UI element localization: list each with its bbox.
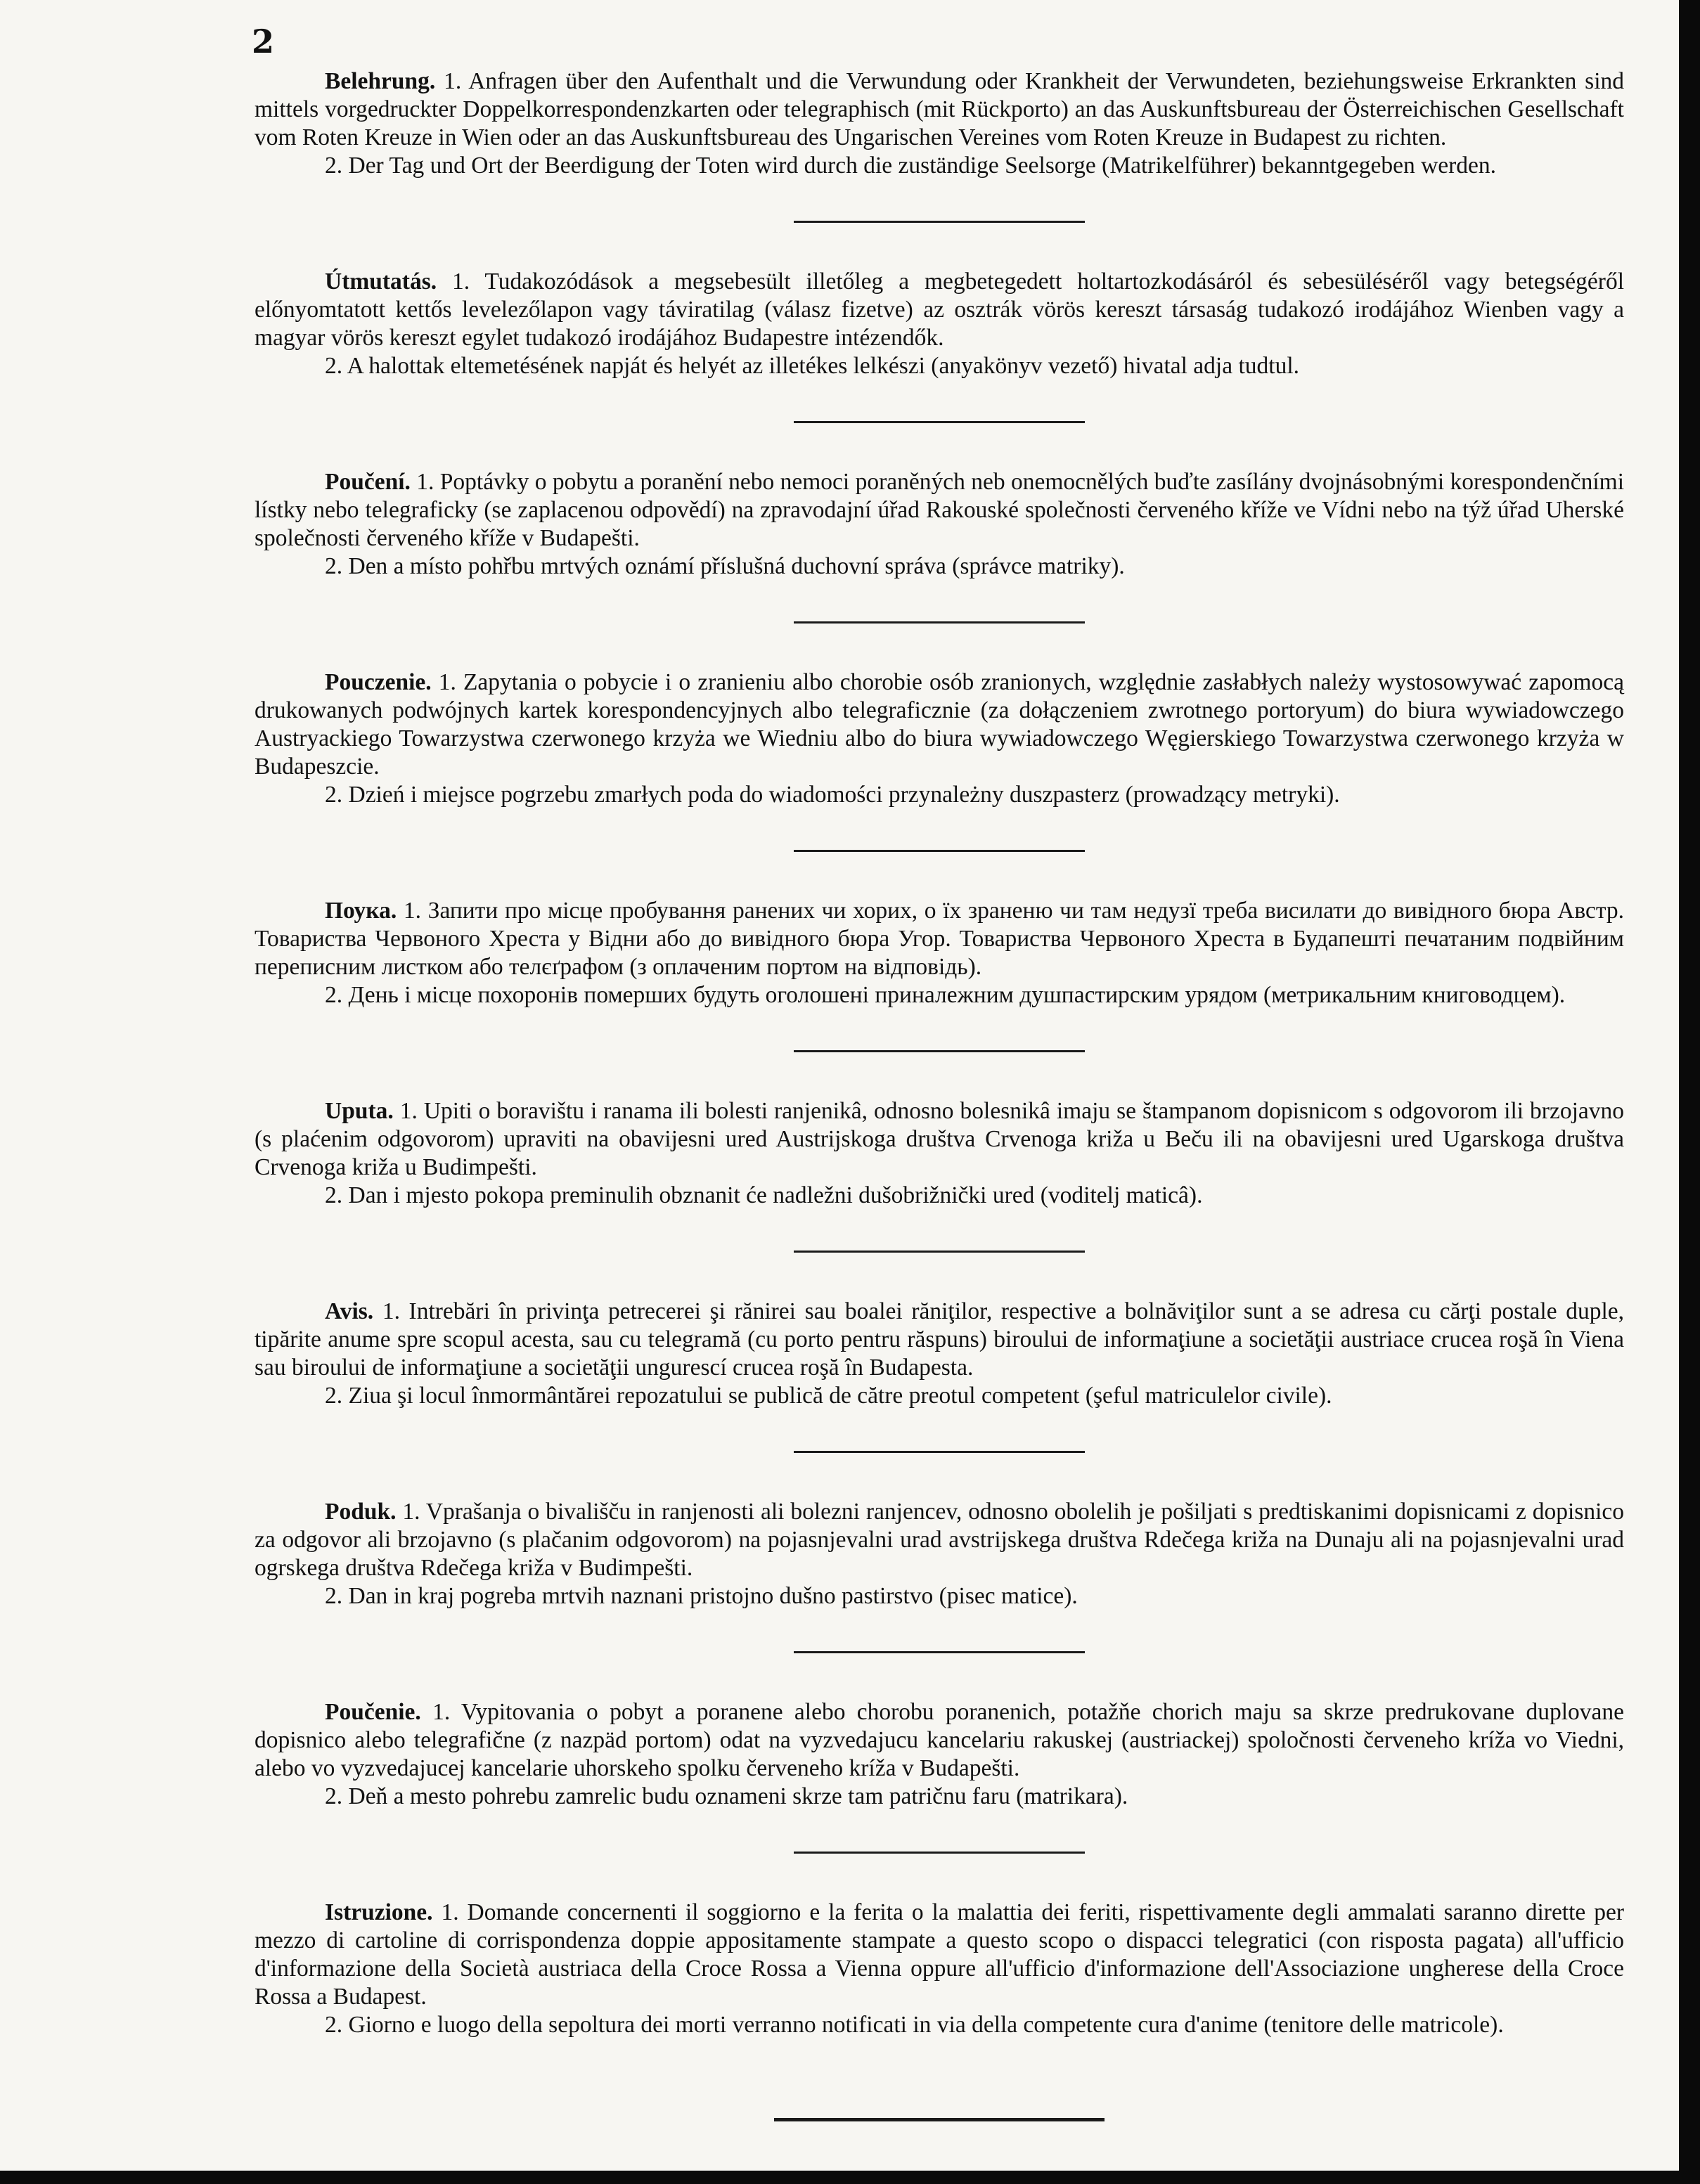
section-heading: Poučenie. [325,1699,421,1725]
section-heading: Poduk. [325,1499,397,1525]
scan-border-right [1679,0,1700,2184]
section-divider [794,850,1085,852]
section-italian [255,1899,1624,2039]
paragraph-text: 1. Tudakozódások a megsebesült illetőleg a megbetegedett holtartozkodásáról és sebesüléséről vagy betegségéről előnyomtatott kettős levelezőlapon vagy táviratilag (válasz fizetve) az osztrák vörös kereszt társaság tudakozó irodájához Wienben vagy a magyar vörös kereszt egylet tudakozó irodájához Budapestre intézendők. [255,269,1625,351]
instructions-body [255,67,1624,2166]
section-heading: Poučení. [325,469,411,495]
section-divider [794,621,1085,623]
section-heading: Поука. [325,898,397,924]
paragraph-text: 2. Der Tag und Ort der Beerdigung der Toten wird durch die zuständige Seelsorge (Matrikelführer) bekanntgegeben werden. [325,153,1497,179]
section-heading: Útmutatás. [325,269,437,295]
paragraph-text: 2. Den a místo pohřbu mrtvých oznámí příslušná duchovní správa (správce matriky). [325,553,1125,579]
page-number: 2 [252,22,275,60]
section-paragraph-2 [255,1382,1624,1410]
section-paragraph-2 [255,1182,1624,1210]
section-paragraph-1 [255,668,1624,781]
paragraph-text: 2. Dan i mjesto pokopa preminulih obznanit će nadležni dušobrižnički ured (voditelj maticâ). [325,1182,1203,1208]
paragraph-text: 1. Запити про місце пробування ранених чи хорих, о їх зраненю чи там недузї треба висилати до вивідного бюра Австр. Товариства Червоного Хреста у Відни або до вивідного бюра Угор. Товариства Червоного Хреста в Будапешті печатаним подвійним переписним листком або телєґрафом (з оплаченим портом на відповідь). [255,898,1625,980]
section-german [255,67,1624,180]
paragraph-text: 2. A halottak eltemetésének napját és helyét az illetékes lelkészi (anyakönyv vezető) hivatal adja tudtul. [325,353,1300,379]
paragraph-text: 2. Dzień i miejsce pogrzebu zmarłych poda do wiadomości przynależny duszpasterz (prowadzący metryki). [325,782,1340,808]
section-czech [255,468,1624,581]
section-polish [255,668,1624,809]
paragraph-text: 2. Ziua şi locul înmormântărei repozatului se publică de către preotul competent (şeful matriculelor civile). [325,1383,1332,1409]
section-paragraph-1 [255,1498,1624,1582]
section-paragraph-1 [255,1097,1624,1182]
section-paragraph-2 [255,1582,1624,1610]
section-paragraph-1 [255,67,1624,152]
section-hungarian [255,268,1624,380]
section-paragraph-2 [255,352,1624,380]
paragraph-text: 1. Zapytania o pobycie i o zranieniu albo chorobie osób zranionych, względnie zasłabłych należy wystosowywać zapomocą drukowanych podwójnych kartek korespondencyjnych albo telegraficznie (za dołączeniem zwrotnego portoryum) do biura wywiadowczego Austryackiego Towarzystwa czerwonego krzyża we Wiedniu albo do biura wywiadowczego Węgierskiego Towarzystwa czerwonego krzyża w Budapeszcie. [255,669,1625,780]
section-paragraph-2 [255,553,1624,581]
section-paragraph-1 [255,468,1624,553]
section-divider [794,1251,1085,1253]
section-paragraph-1 [255,1298,1624,1382]
section-slovak [255,1698,1624,1811]
section-romanian [255,1298,1624,1410]
paragraph-text: 2. Dan in kraj pogreba mrtvih naznani pristojno dušno pastirstvo (pisec matice). [325,1583,1078,1609]
section-paragraph-2 [255,2011,1624,2039]
paragraph-text: 1. Upiti o boravištu i ranama ili bolesti ranjenikâ, odnosno bolesnikâ imaju se štampanom dopisnicom s odgovorom ili brzojavno (s plaćenim odgovorom) upraviti na obavijesni ured Austrijskoga društva Crvenoga križa u Beču ili na obavijesni ured Ugarskoga društva Crvenoga križa u Budimpešti. [255,1098,1625,1180]
section-heading: Pouczenie. [325,669,432,695]
section-ukrainian [255,897,1624,1009]
scan-border-bottom [0,2171,1700,2184]
section-heading: Avis. [325,1298,374,1324]
section-divider [794,1651,1085,1653]
paragraph-text: 1. Vypitovania o pobyt a poranene alebo chorobu poranenich, potažňe chorich maju sa skrze predrukovane duplovane dopisnico alebo telegrafične (z nazpäd portom) odat na vyzvedajucu kancelariu rakuskej (austriackej) spoločnosti červeneho kríža vo Viedni, alebo vo vyzvedajucej kancelarie uhorskeho spolku červeneho kríža v Budapešti. [255,1699,1624,1781]
paragraph-text: 2. День і місце похоронів померших будуть оголошені приналежним душпастирским урядом (метрикальним книговодцем). [325,982,1566,1008]
section-divider [794,221,1085,223]
section-paragraph-2 [255,981,1624,1009]
section-heading: Belehrung. [325,68,436,94]
section-paragraph-2 [255,1783,1624,1811]
paragraph-text: 2. Deň a mesto pohrebu zamrelic budu oznameni skrze tam patričnu faru (matrikara). [325,1783,1128,1809]
paragraph-text: 1. Intrebări în privinţa petrecerei şi rănirei sau boalei răniţilor, respective a bolnăviţilor sunt a se adresa cu cărţi postale duple, tipărite anume spre scopul acesta, sau cu telegramă (cu porto pentru răspuns) biroului de informaţiune a societăţii austriace crucea roşă în Viena sau biroului de informaţiune a societăţii ungurescí crucea roşă în Budapesta. [255,1298,1624,1381]
section-divider [794,421,1085,423]
section-heading: Istruzione. [325,1899,433,1925]
paragraph-text: 1. Poptávky o pobytu a poranění nebo nemoci poraněných neb onemocnělých buďte zasílány dvojnásobnými korespondenčními lístky nebo telegraficky (se zaplacenou odpovědí) na zpravodajní úřad Rakouské společnosti červeného kříže ve Vídni nebo na týž úřad Uherské společnosti červeného kříže v Budapešti. [255,469,1624,551]
section-paragraph-1 [255,897,1624,981]
section-paragraph-1 [255,1698,1624,1783]
section-slovenian [255,1498,1624,1610]
paragraph-text: 1. Vprašanja o bivališču in ranjenosti ali bolezni ranjencev, odnosno obolelih je pošiljati s predtiskanimi dopisnicami z dopisnico za odgovor ali brzojavno (s plačanim odgovorom) na pojasnjevalni urad avstrijskega društva Rdečega križa na Dunaju ali na pojasnjevalni urad ogrskega društva Rdečega križa v Budimpešti. [255,1499,1624,1581]
section-divider [794,1451,1085,1453]
paragraph-text: 2. Giorno e luogo della sepoltura dei morti verranno notificati in via della competente cura d'anime (tenitore delle matricole). [325,2012,1504,2038]
paragraph-text: 1. Anfragen über den Aufenthalt und die Verwundung oder Krankheit der Verwundeten, beziehungsweise Erkrankten sind mittels vorgedruckter Doppelkorrespondenzkarten oder telegraphisch (mit Rückporto) an das Auskunftsbureau der Österreichischen Gesellschaft vom Roten Kreuze in Wien oder an das Auskunftsbureau des Ungarischen Vereines vom Roten Kreuze in Budapest zu richten. [255,68,1625,150]
section-croatian [255,1097,1624,1210]
closing-divider [774,2118,1105,2121]
section-divider [794,1050,1085,1052]
section-paragraph-1 [255,268,1624,352]
section-divider [794,1852,1085,1854]
section-paragraph-1 [255,1899,1624,2011]
paragraph-text: 1. Domande concernenti il soggiorno e la ferita o la malattia dei feriti, rispettivamente degli ammalati saranno dirette per mezzo di cartoline di corrispondenza doppie appositamente stampate a questo scopo o dispacci telegratici (con risposta pagata) all'ufficio d'informazione della Società austriaca della Croce Rossa a Vienna oppure all'ufficio d'informazione dell'Associazione ungherese della Croce Rossa a Budapest. [255,1899,1624,2010]
section-paragraph-2 [255,781,1624,809]
section-heading: Uputa. [325,1098,394,1124]
section-paragraph-2 [255,152,1624,180]
